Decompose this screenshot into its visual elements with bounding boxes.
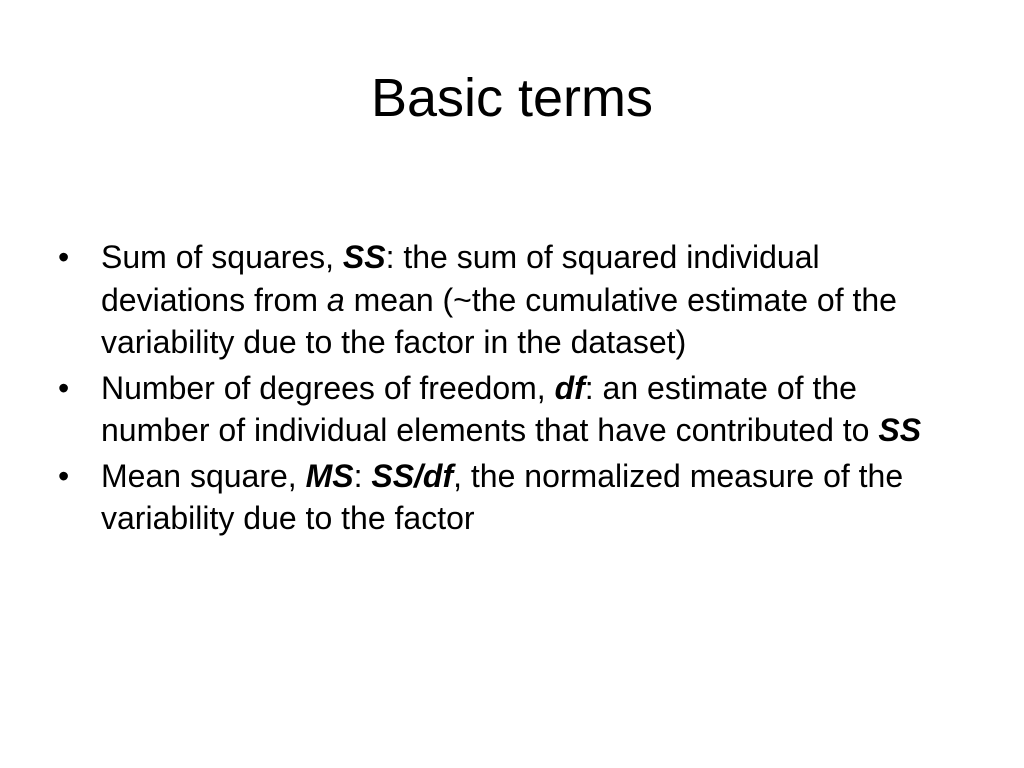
term-ss-df: SS/df xyxy=(371,457,454,494)
term-ss: SS xyxy=(878,412,922,448)
bullet-text-segment: : the sum of squared individual deviations from xyxy=(101,239,820,318)
term-ss: SS xyxy=(342,239,386,275)
bullet-text-segment: : xyxy=(353,457,372,494)
bullet-icon: • xyxy=(58,239,70,275)
bullet-item-mean-square xyxy=(58,455,958,540)
bullet-icon: • xyxy=(58,369,70,406)
bullet-text-segment: Sum of squares, xyxy=(101,239,343,275)
bullet-item-sum-of-squares xyxy=(58,236,958,364)
term-ms: MS xyxy=(305,457,354,494)
bullet-item-degrees-of-freedom xyxy=(58,367,958,452)
bullet-text-segment: , the normalized measure of the variability due to the factor xyxy=(101,457,904,536)
bullet-text-segment: : an estimate of the number of individual elements that have contributed to xyxy=(101,369,879,448)
bullet-text-segment: Mean square, xyxy=(101,457,306,494)
bullet-text-segment: Number of degrees of freedom, xyxy=(101,369,555,406)
bullet-list xyxy=(58,236,958,543)
bullet-text-segment: mean (~the cumulative estimate of the variability due to the factor in the dataset) xyxy=(101,281,897,360)
term-df: df xyxy=(554,369,585,406)
slide-title: Basic terms xyxy=(370,68,654,128)
emphasis-a: a xyxy=(326,281,345,318)
bullet-icon: • xyxy=(58,457,70,494)
